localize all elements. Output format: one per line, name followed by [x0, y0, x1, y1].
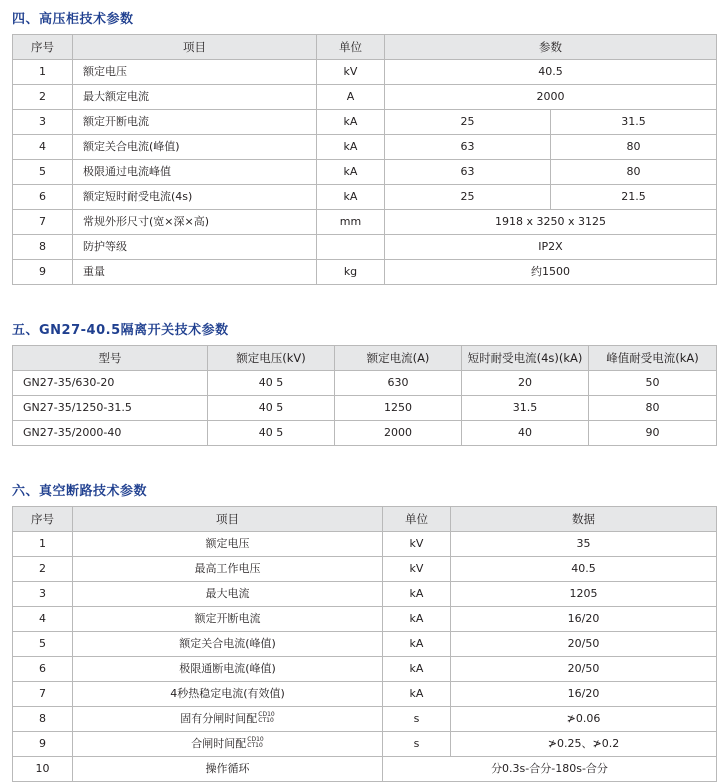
cell-value-1: 25	[385, 185, 551, 210]
header-cell-no: 序号	[13, 507, 73, 532]
cell-item	[73, 707, 383, 732]
cell-item: 额定短时耐受电流(4s)	[73, 185, 317, 210]
cell-short-time: 20	[462, 371, 589, 396]
cell-no: 2	[13, 85, 73, 110]
section-high-voltage-cabinet	[8, 8, 712, 285]
cell-item-label: 合闸时间配	[191, 737, 247, 751]
table-row	[13, 557, 717, 582]
cell-no: 1	[13, 532, 73, 557]
cell-model: GN27-35/1250-31.5	[13, 396, 208, 421]
cell-unit: kV	[317, 60, 385, 85]
table-row	[13, 160, 717, 185]
cell-unit: s	[383, 707, 451, 732]
cell-no: 10	[13, 757, 73, 782]
header-cell-no: 序号	[13, 35, 73, 60]
section-isolating-switch	[8, 319, 712, 446]
header-cell-unit: 单位	[383, 507, 451, 532]
cell-unit: kA	[383, 632, 451, 657]
cell-value-2: 21.5	[551, 185, 717, 210]
cell-value: 35	[451, 532, 717, 557]
cell-peak: 90	[589, 421, 717, 446]
header-cell-item: 项目	[73, 35, 317, 60]
cell-no: 8	[13, 235, 73, 260]
cell-item: 防护等级	[73, 235, 317, 260]
cell-unit: kA	[383, 682, 451, 707]
cell-item: 重量	[73, 260, 317, 285]
cell-current: 1250	[335, 396, 462, 421]
cell-short-time: 31.5	[462, 396, 589, 421]
cell-unit: kA	[383, 607, 451, 632]
cell-unit: A	[317, 85, 385, 110]
cell-item-annotation: CD10 CT10	[258, 710, 275, 725]
cell-unit: kA	[383, 582, 451, 607]
table-row	[13, 235, 717, 260]
cell-item: 4秒热稳定电流(有效值)	[73, 682, 383, 707]
cell-value-1: 63	[385, 160, 551, 185]
table-row	[13, 110, 717, 135]
table-header-row	[13, 35, 717, 60]
cell-value: ≯0.06	[451, 707, 717, 732]
cell-item: 常规外形尺寸(宽×深×高)	[73, 210, 317, 235]
cell-item: 最大电流	[73, 582, 383, 607]
cell-short-time: 40	[462, 421, 589, 446]
cell-value-1: 25	[385, 110, 551, 135]
cell-value-2: 31.5	[551, 110, 717, 135]
table-row	[13, 582, 717, 607]
cell-no: 9	[13, 260, 73, 285]
cell-no: 3	[13, 110, 73, 135]
table-isolating-switch	[12, 345, 717, 446]
cell-value: 16/20	[451, 682, 717, 707]
cell-value: 约1500	[385, 260, 717, 285]
table-row	[13, 185, 717, 210]
cell-unit: mm	[317, 210, 385, 235]
cell-no: 1	[13, 60, 73, 85]
cell-current: 630	[335, 371, 462, 396]
cell-item: 最大额定电流	[73, 85, 317, 110]
cell-item: 额定电压	[73, 60, 317, 85]
table-row	[13, 707, 717, 732]
cell-value: ≯0.25、≯0.2	[451, 732, 717, 757]
table-row	[13, 732, 717, 757]
cell-unit: kA	[317, 135, 385, 160]
header-cell-current: 额定电流(A)	[335, 346, 462, 371]
table-row	[13, 682, 717, 707]
cell-unit	[317, 235, 385, 260]
cell-model: GN27-35/630-20	[13, 371, 208, 396]
cell-peak: 80	[589, 396, 717, 421]
cell-value: 40.5	[385, 60, 717, 85]
cell-item: 最高工作电压	[73, 557, 383, 582]
header-cell-param: 参数	[385, 35, 717, 60]
cell-unit: kV	[383, 557, 451, 582]
table-row	[13, 260, 717, 285]
table-row	[13, 421, 717, 446]
cell-item: 额定关合电流(峰值)	[73, 135, 317, 160]
cell-item-label: 固有分闸时间配	[180, 712, 258, 726]
cell-item: 额定电压	[73, 532, 383, 557]
header-cell-peak-current: 峰值耐受电流(kA)	[589, 346, 717, 371]
cell-voltage: 40 5	[208, 396, 335, 421]
header-cell-short-time-current: 短时耐受电流(4s)(kA)	[462, 346, 589, 371]
cell-unit: kA	[317, 160, 385, 185]
cell-no: 4	[13, 607, 73, 632]
cell-no: 5	[13, 632, 73, 657]
table-header-row	[13, 346, 717, 371]
cell-no: 6	[13, 185, 73, 210]
cell-current: 2000	[335, 421, 462, 446]
cell-no: 5	[13, 160, 73, 185]
cell-peak: 50	[589, 371, 717, 396]
cell-item: 操作循环	[73, 757, 383, 782]
cell-value: 分0.3s-合分-180s-合分	[383, 757, 717, 782]
cell-value: 40.5	[451, 557, 717, 582]
header-cell-voltage: 额定电压(kV)	[208, 346, 335, 371]
header-cell-unit: 单位	[317, 35, 385, 60]
cell-value: IP2X	[385, 235, 717, 260]
table-row	[13, 210, 717, 235]
header-cell-model: 型号	[13, 346, 208, 371]
table-row	[13, 396, 717, 421]
cell-no: 3	[13, 582, 73, 607]
cell-voltage: 40 5	[208, 371, 335, 396]
cell-voltage: 40 5	[208, 421, 335, 446]
table-row	[13, 60, 717, 85]
table-row	[13, 757, 717, 782]
spacer	[8, 295, 712, 317]
cell-no: 8	[13, 707, 73, 732]
section-vacuum-circuit-breaker	[8, 480, 712, 782]
cell-unit: kA	[317, 110, 385, 135]
cell-value: 16/20	[451, 607, 717, 632]
cell-no: 4	[13, 135, 73, 160]
table-row	[13, 607, 717, 632]
table-header-row	[13, 507, 717, 532]
cell-unit: kA	[383, 657, 451, 682]
cell-item: 额定开断电流	[73, 607, 383, 632]
table-vacuum-circuit-breaker	[12, 506, 717, 782]
cell-value-2: 80	[551, 135, 717, 160]
table-high-voltage-cabinet	[12, 34, 717, 285]
cell-item: 额定关合电流(峰值)	[73, 632, 383, 657]
cell-model: GN27-35/2000-40	[13, 421, 208, 446]
cell-unit: s	[383, 732, 451, 757]
cell-unit: kV	[383, 532, 451, 557]
cell-no: 9	[13, 732, 73, 757]
cell-value: 20/50	[451, 632, 717, 657]
cell-value-1: 63	[385, 135, 551, 160]
cell-value-2: 80	[551, 160, 717, 185]
section-title: 六、真空断路技术参数	[12, 484, 148, 499]
section-title: 四、高压柜技术参数	[12, 12, 134, 27]
cell-no: 6	[13, 657, 73, 682]
cell-no: 2	[13, 557, 73, 582]
table-row	[13, 532, 717, 557]
spacer	[8, 456, 712, 478]
cell-item-annotation: CD10 CT10	[247, 735, 264, 750]
cell-unit: kA	[317, 185, 385, 210]
cell-value: 2000	[385, 85, 717, 110]
section-title: 五、GN27-40.5隔离开关技术参数	[12, 323, 229, 338]
cell-no: 7	[13, 682, 73, 707]
table-row	[13, 135, 717, 160]
cell-no: 7	[13, 210, 73, 235]
cell-item: 极限通过电流峰值	[73, 160, 317, 185]
header-cell-item: 项目	[73, 507, 383, 532]
cell-value: 1918 x 3250 x 3125	[385, 210, 717, 235]
header-cell-data: 数据	[451, 507, 717, 532]
cell-item: 额定开断电流	[73, 110, 317, 135]
cell-value: 20/50	[451, 657, 717, 682]
table-row	[13, 85, 717, 110]
table-row	[13, 632, 717, 657]
cell-unit: kg	[317, 260, 385, 285]
cell-value: 1205	[451, 582, 717, 607]
table-row	[13, 371, 717, 396]
cell-item	[73, 732, 383, 757]
table-row	[13, 657, 717, 682]
cell-item: 极限通断电流(峰值)	[73, 657, 383, 682]
